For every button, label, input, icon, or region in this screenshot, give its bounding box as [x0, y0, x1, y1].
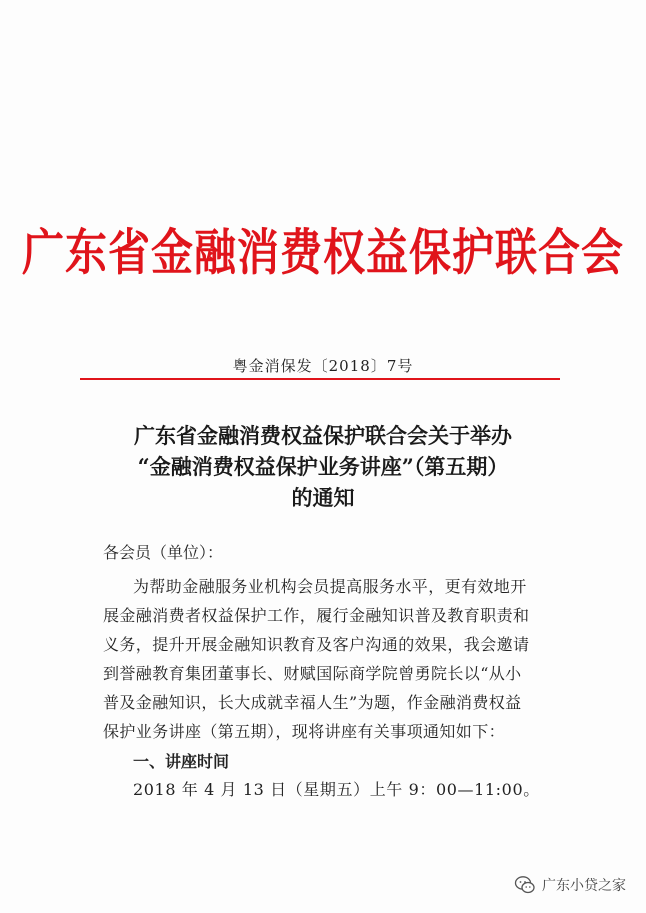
notice-title-line-3: 的通知: [291, 485, 355, 510]
paragraph-line-2: 展金融消费者权益保护工作，履行金融知识普及教育职责和: [103, 606, 530, 625]
lecture-date: 2018 年 4 月 13 日（星期五）上午 9：00—11:00。: [133, 780, 540, 799]
paragraph-line-6: 保护业务讲座（第五期），现将讲座有关事项通知如下：: [103, 722, 506, 741]
wechat-icon: [514, 874, 536, 896]
watermark-label: 广东小贷之家: [542, 878, 626, 894]
notice-title-line-2: “金融消费权益保护业务讲座”（第五期）: [137, 454, 509, 479]
red-divider-line: [80, 378, 560, 380]
section-heading-time: 一、讲座时间: [133, 752, 230, 771]
salutation: 各会员（单位）：: [103, 543, 224, 562]
paragraph-line-4: 到誉融教育集团董事长、财赋国际商学院曾勇院长以“从小: [103, 664, 522, 683]
paragraph-line-1: 为帮助金融服务业机构会员提高服务水平，更有效地开: [133, 577, 527, 596]
document-number: 粤金消保发〔2018〕7号: [232, 357, 414, 375]
notice-title-line-1: 广东省金融消费权益保护联合会关于举办: [134, 423, 512, 448]
notice-title: [40, 420, 606, 513]
paragraph-line-3: 义务，提升开展金融知识教育及客户沟通的效果，我会邀请: [103, 635, 530, 654]
organization-title: 广东省金融消费权益保护联合会: [21, 223, 624, 282]
watermark: [514, 872, 626, 898]
paragraph-line-5: 普及金融知识，长大成就幸福人生”为题，作金融消费权益: [103, 693, 522, 712]
